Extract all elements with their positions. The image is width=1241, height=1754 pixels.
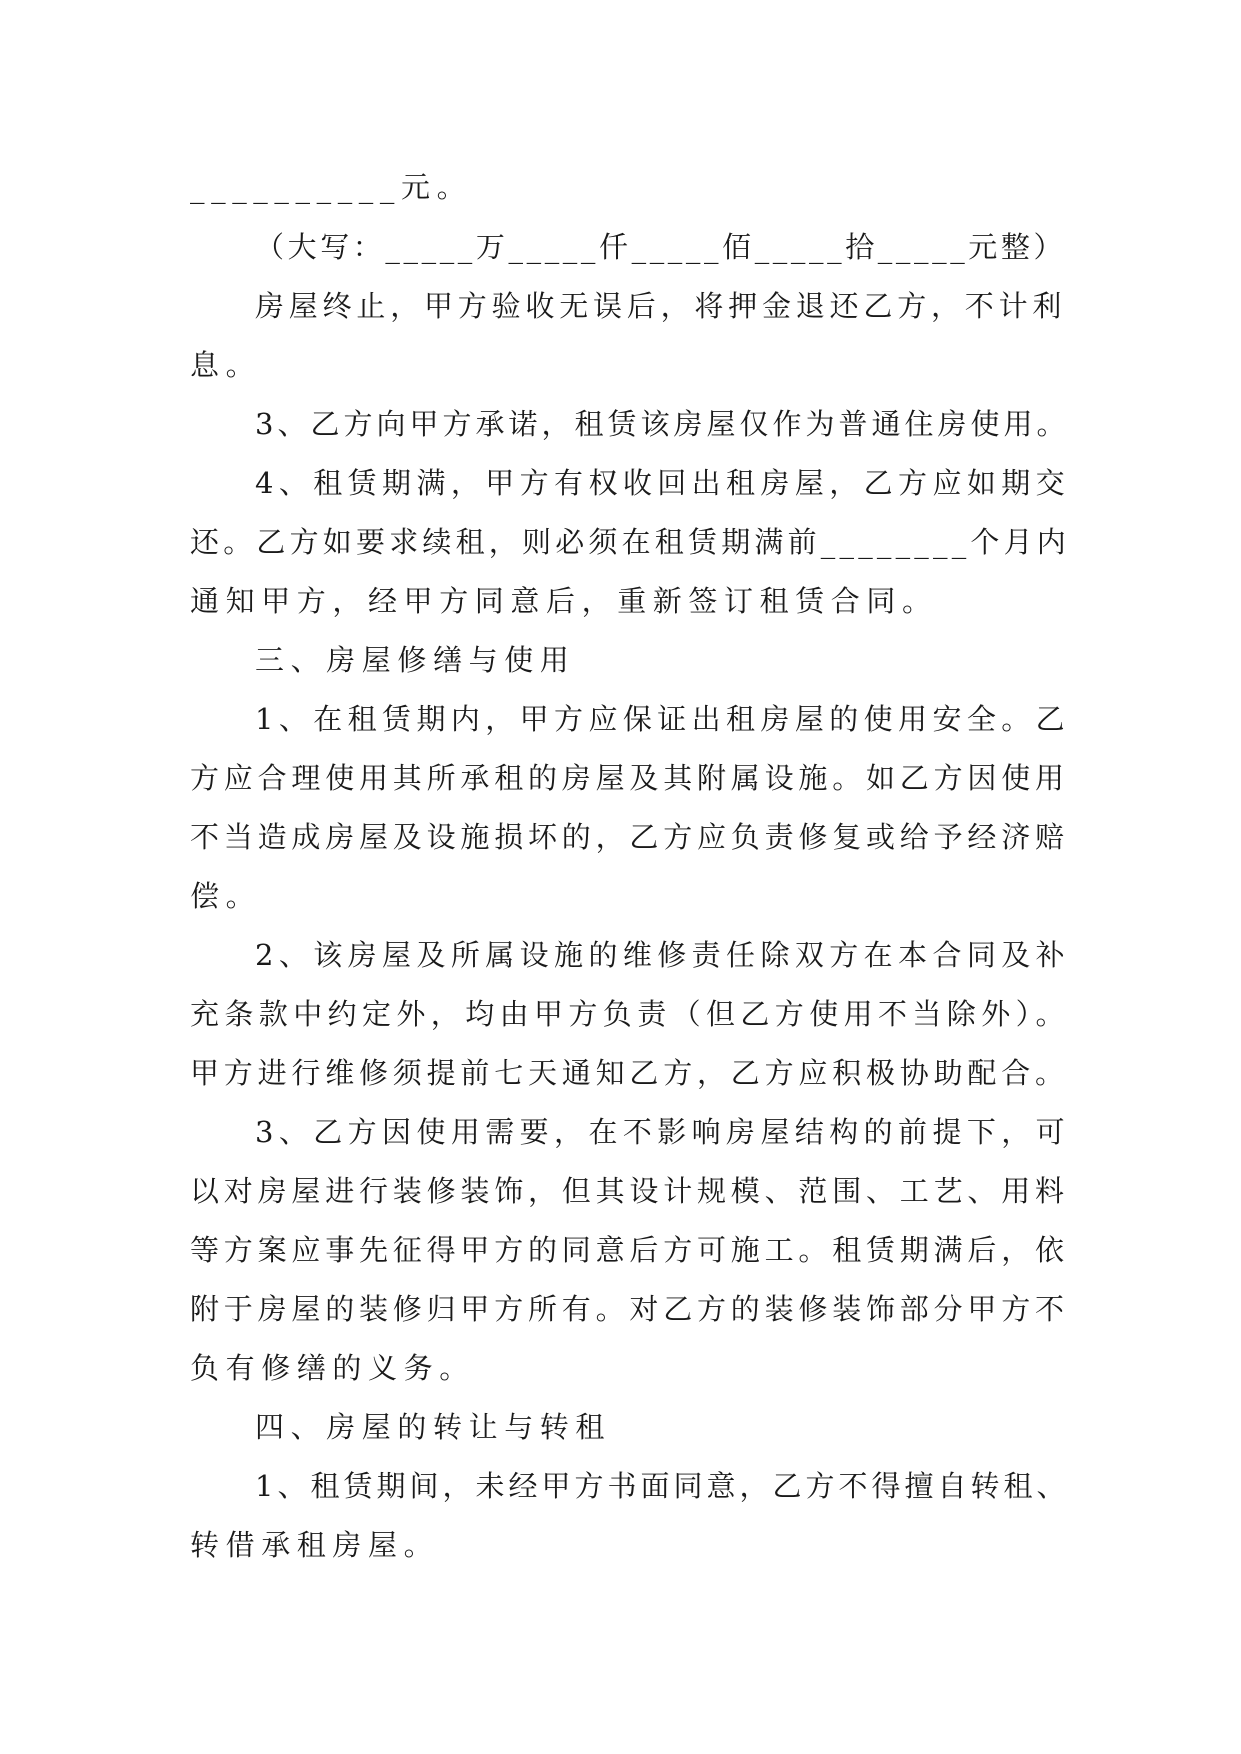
text-line: （大写：_____万_____仟_____佰_____拾_____元整） xyxy=(255,230,1067,264)
text-line: 甲方进行维修须提前七天通知乙方，乙方应积极协助配合。 xyxy=(190,1056,1069,1090)
text-line: 方应合理使用其所承租的房屋及其附属设施。如乙方因使用 xyxy=(190,761,1069,795)
text-line: 附于房屋的装修归甲方所有。对乙方的装修装饰部分甲方不 xyxy=(190,1292,1069,1326)
text-line: 3、乙方向甲方承诺，租赁该房屋仅作为普通住房使用。 xyxy=(255,407,1070,441)
text-line: 通知甲方，经甲方同意后，重新签订租赁合同。 xyxy=(190,584,938,618)
text-line: 充条款中约定外，均由甲方负责（但乙方使用不当除外）。 xyxy=(190,997,1070,1031)
text-line: 息。 xyxy=(190,348,262,382)
text-line: 房屋终止，甲方验收无误后，将押金退还乙方，不计利 xyxy=(255,289,1067,323)
text-line: 2、该房屋及所属设施的维修责任除双方在本合同及补 xyxy=(255,938,1071,972)
section-heading: 三、房屋修缮与使用 xyxy=(255,643,576,677)
text-line: 1、租赁期间，未经甲方书面同意，乙方不得擅自转租、 xyxy=(255,1469,1070,1503)
text-line: 1、在租赁期内，甲方应保证出租房屋的使用安全。乙 xyxy=(255,702,1071,736)
text-line: 负有修缮的义务。 xyxy=(190,1351,475,1385)
text-line: 以对房屋进行装修装饰，但其设计规模、范围、工艺、用料 xyxy=(190,1174,1069,1208)
text-line: 等方案应事先征得甲方的同意后方可施工。租赁期满后，依 xyxy=(190,1233,1069,1267)
text-line: 3、乙方因使用需要，在不影响房屋结构的前提下，可 xyxy=(255,1115,1071,1149)
text-line: 还。乙方如要求续租，则必须在租赁期满前________个月内 xyxy=(190,525,1071,559)
text-line: 转借承租房屋。 xyxy=(190,1528,440,1562)
section-heading: 四、房屋的转让与转租 xyxy=(255,1410,612,1444)
text-line: 偿。 xyxy=(190,879,262,913)
text-line: 不当造成房屋及设施损坏的，乙方应负责修复或给予经济赔 xyxy=(190,820,1069,854)
text-line: 4、租赁期满，甲方有权收回出租房屋，乙方应如期交 xyxy=(255,466,1071,500)
text-line: __________元。 xyxy=(190,170,473,204)
